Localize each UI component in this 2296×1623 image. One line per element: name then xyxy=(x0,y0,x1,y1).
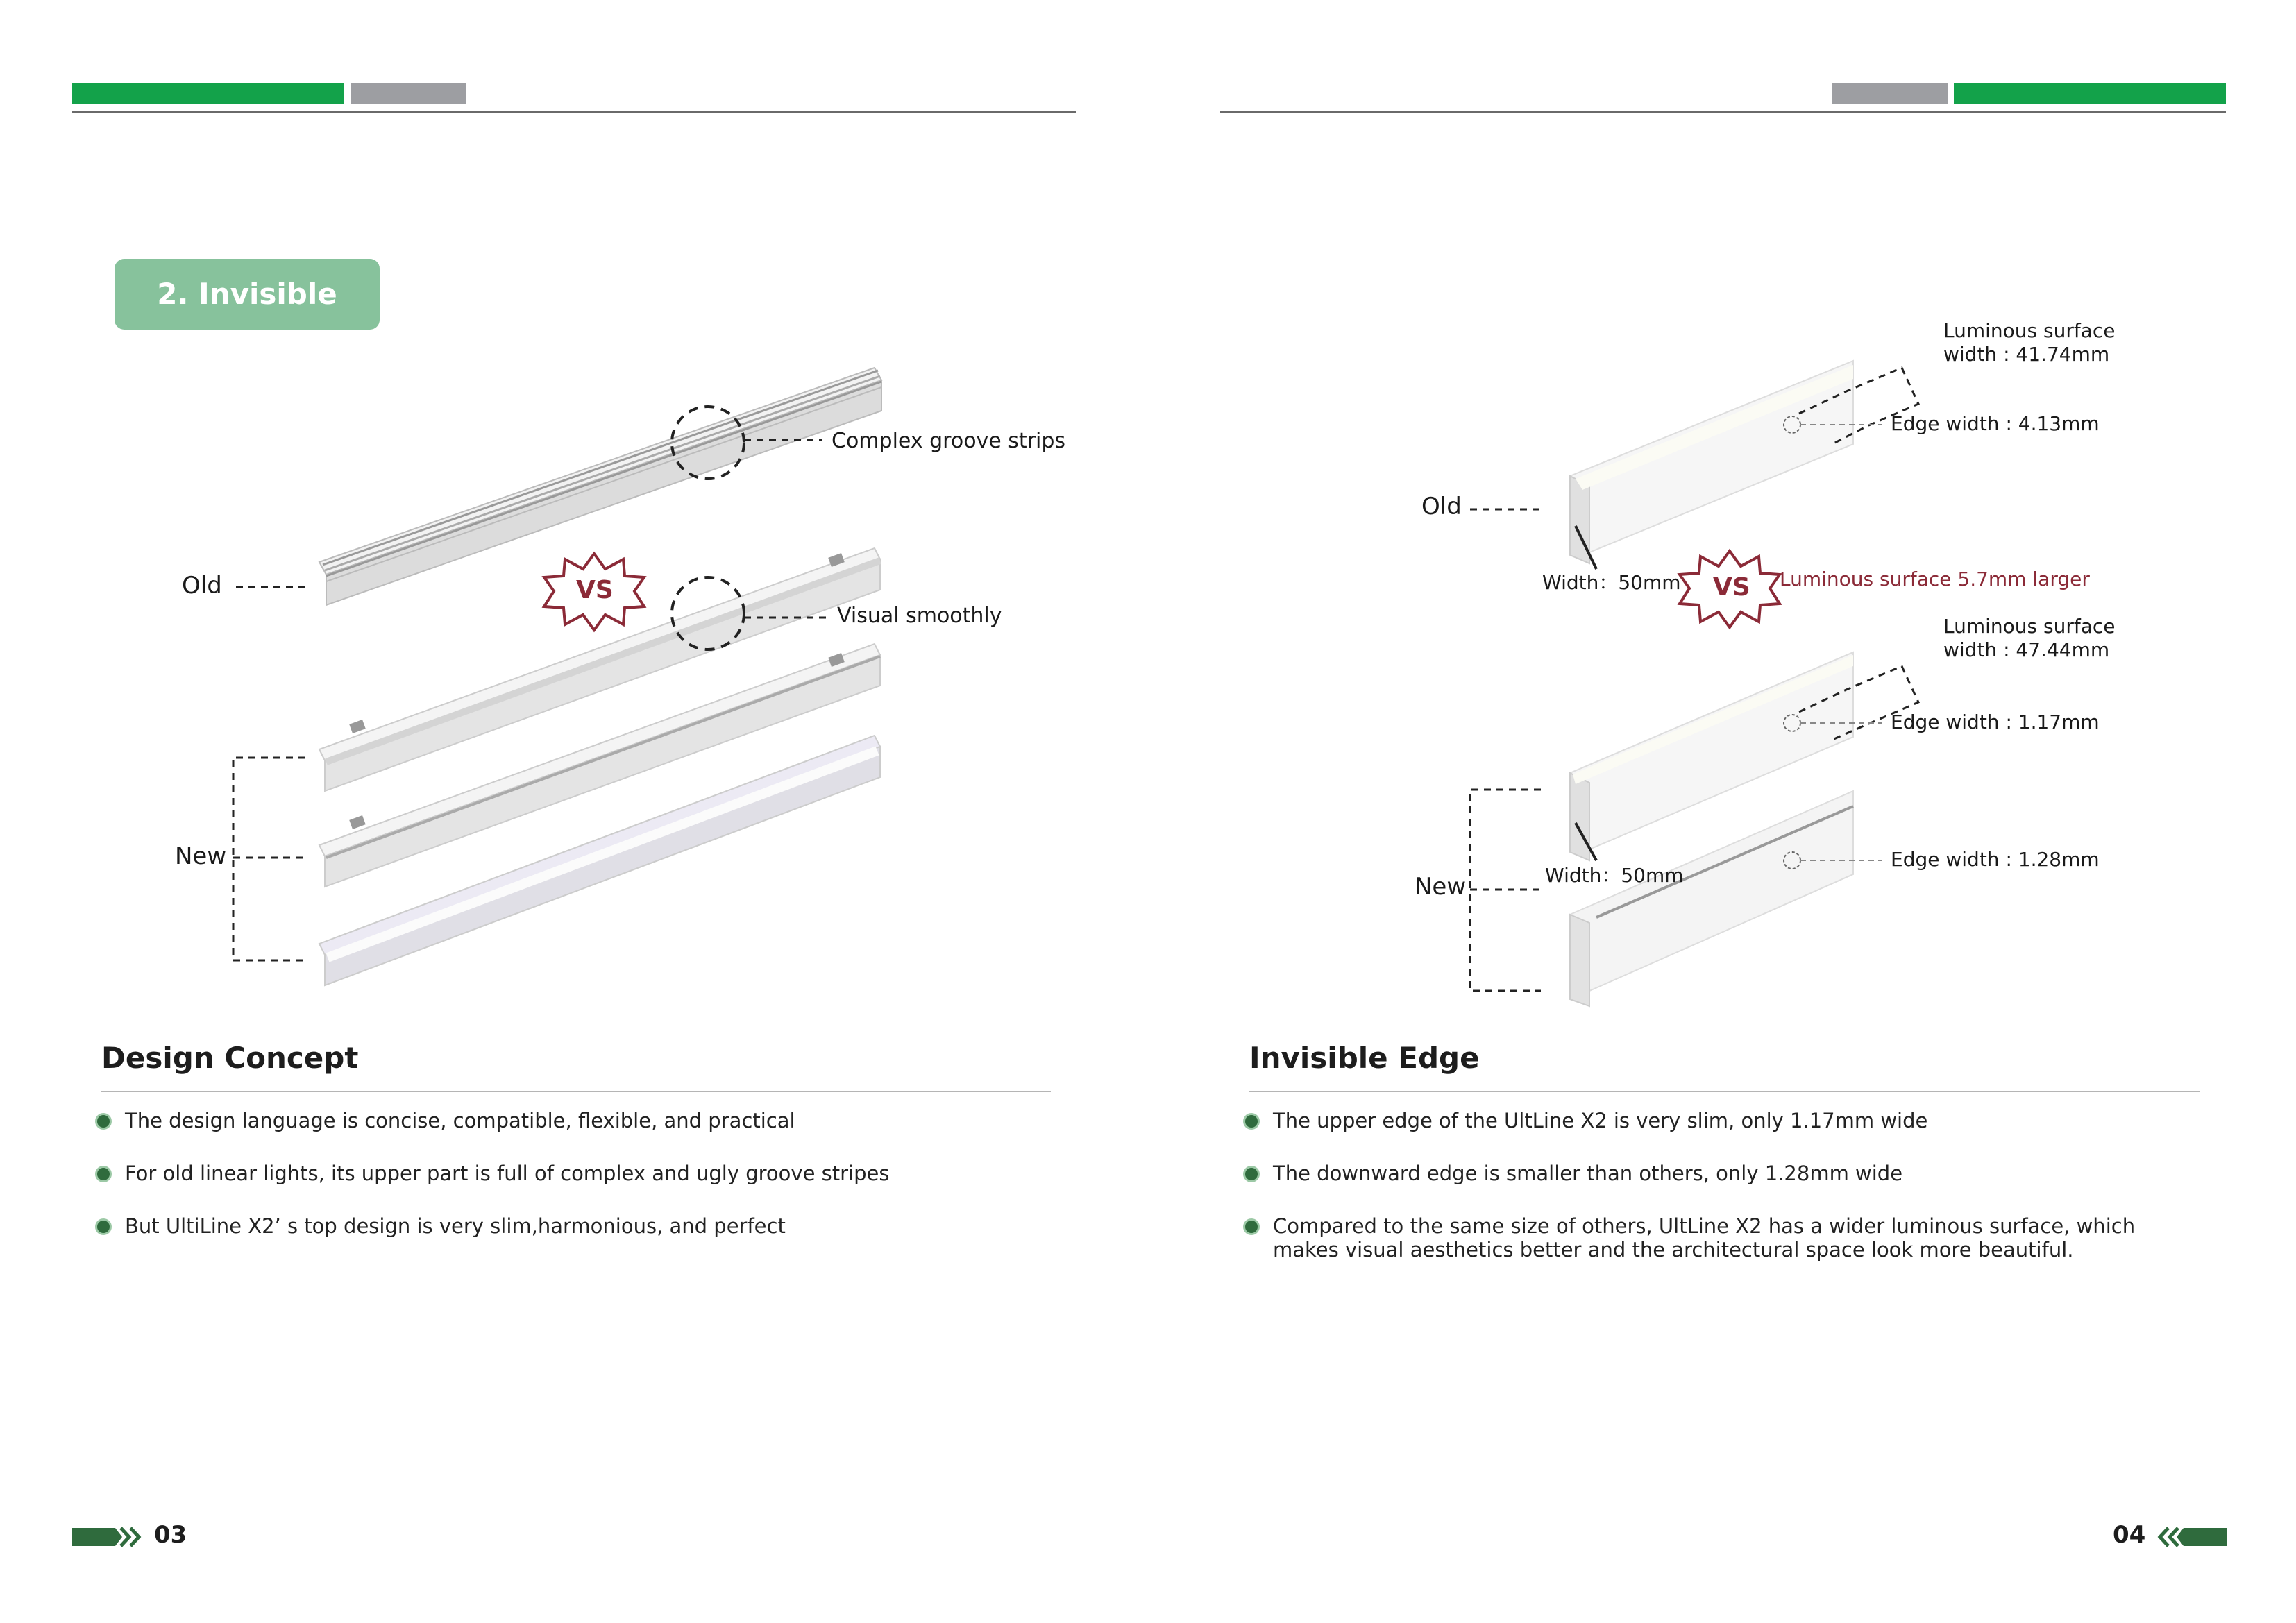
page-number-left: 03 xyxy=(154,1521,187,1549)
luminous-new-label-1: Luminous surface xyxy=(1943,615,2116,638)
invisible-edge-rule xyxy=(1249,1091,2200,1092)
luminous-old-label-1: Luminous surface xyxy=(1943,319,2116,342)
callout-groove-label: Complex groove strips xyxy=(832,429,1066,453)
callout-smooth-label: Visual smoothly xyxy=(837,604,1002,628)
label-new-right: New xyxy=(1415,873,1467,901)
bullet-dot-icon xyxy=(97,1221,110,1233)
section-tag: 2. Invisible Edge xyxy=(115,259,380,330)
width-old-label: Width：50mm xyxy=(1542,571,1681,594)
header-bar-gray-right xyxy=(1832,83,1948,104)
luminous-new-label-2: width : 47.44mm xyxy=(1943,638,2110,661)
design-concept-title: Design Concept xyxy=(101,1041,359,1075)
luminous-larger-label: Luminous surface 5.7mm larger xyxy=(1780,568,2090,590)
width-new-label: Width：50mm xyxy=(1545,864,1684,887)
bullet-dot-icon xyxy=(97,1115,110,1128)
header-bar-green-right xyxy=(1954,83,2226,104)
design-concept-list xyxy=(97,1109,1055,1267)
label-old-right: Old xyxy=(1421,493,1462,520)
edge-new-top-label: Edge width : 1.17mm xyxy=(1891,711,2100,733)
header-bar-gray-left xyxy=(351,83,466,104)
label-old-left: Old xyxy=(182,572,222,600)
vs-label-left: VS xyxy=(576,576,614,604)
invisible-edge-list xyxy=(1245,1109,2175,1291)
header-bar-green-left xyxy=(72,83,344,104)
design-concept-rule xyxy=(101,1091,1051,1092)
list-item: Compared to the same size of others, UltLine X2 has a wider luminous surface, which makes visual aesthetics better and the architectural space look more beautiful. xyxy=(1245,1214,2175,1261)
bullet-dot-icon xyxy=(97,1168,110,1180)
bullet-dot-icon xyxy=(1245,1168,1258,1180)
bullet-dot-icon xyxy=(1245,1221,1258,1233)
bullet-dot-icon xyxy=(1245,1115,1258,1128)
vs-label-right: VS xyxy=(1713,573,1750,602)
header-rule-right xyxy=(1220,111,2226,113)
page-number-right: 04 xyxy=(2113,1521,2146,1549)
double-chevron-left-icon xyxy=(2157,1525,2227,1549)
header-rule-left xyxy=(72,111,1076,113)
list-item: The downward edge is smaller than others, only 1.28mm wide xyxy=(1245,1162,2175,1185)
edge-old-label: Edge width : 4.13mm xyxy=(1891,412,2100,435)
double-chevron-right-icon xyxy=(72,1525,142,1549)
edge-new-down-label: Edge width : 1.28mm xyxy=(1891,848,2100,871)
old-bar-edge-illustration xyxy=(1570,361,1853,563)
list-item: For old linear lights, its upper part is full of complex and ugly groove stripes xyxy=(97,1162,1055,1185)
invisible-edge-title: Invisible Edge xyxy=(1249,1041,1480,1075)
list-item: The upper edge of the UltLine X2 is very slim, only 1.17mm wide xyxy=(1245,1109,2175,1132)
list-item: The design language is concise, compatible, flexible, and practical xyxy=(97,1109,1055,1132)
label-new-left: New xyxy=(175,842,227,870)
list-item: But UltiLine X2’ s top design is very slim,harmonious, and perfect xyxy=(97,1214,1055,1238)
luminous-old-label-2: width : 41.74mm xyxy=(1943,343,2110,366)
